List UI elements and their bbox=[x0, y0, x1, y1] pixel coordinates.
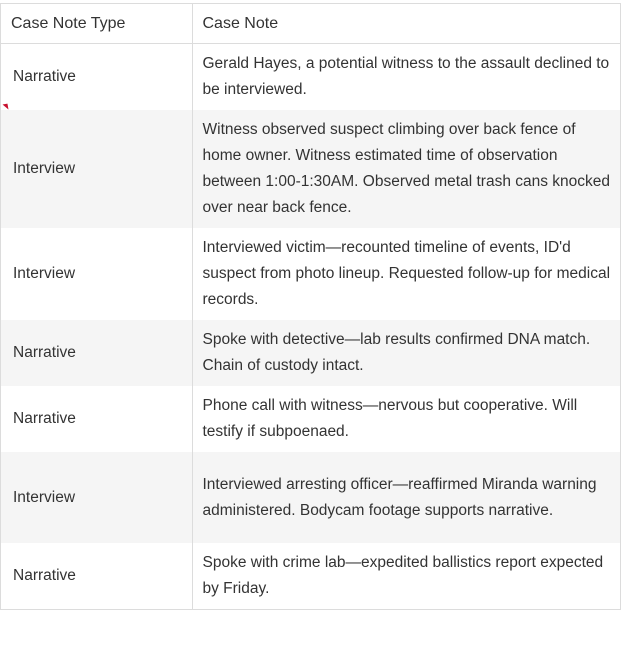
table-row[interactable] bbox=[1, 452, 620, 543]
case-note-cell: Spoke with detective—lab results confirmed DNA match. Chain of custody intact. bbox=[202, 331, 591, 374]
table-row[interactable] bbox=[1, 110, 620, 228]
case-note-type-cell: Interview bbox=[1, 110, 192, 228]
case-note-type-cell: Interview bbox=[1, 228, 192, 320]
column-header-case-note-type[interactable]: Case Note Type bbox=[1, 4, 192, 44]
case-note-cell: Interviewed arresting officer—reaffirmed Miranda warning administered. Bodycam footage supports narrative. bbox=[202, 475, 597, 519]
table-row[interactable] bbox=[1, 386, 620, 452]
table-row[interactable] bbox=[1, 543, 620, 609]
case-note-cell: Interviewed victim—recounted timeline of events, ID'd suspect from photo lineup. Requested follow-up for medical records. bbox=[202, 239, 611, 308]
case-note-cell: Phone call with witness—nervous but cooperative. Will testify if subpoenaed. bbox=[202, 397, 578, 440]
case-note-type-cell: Narrative bbox=[1, 543, 192, 609]
table-row[interactable] bbox=[1, 44, 620, 111]
case-note-type-cell: Narrative bbox=[1, 44, 192, 111]
table-row[interactable] bbox=[1, 228, 620, 320]
comment-marker-icon bbox=[3, 104, 9, 111]
case-note-type-cell: Interview bbox=[1, 452, 192, 543]
case-note-cell: Gerald Hayes, a potential witness to the assault declined to be interviewed. bbox=[202, 55, 610, 98]
case-note-type-cell: Narrative bbox=[1, 386, 192, 452]
table-header-row bbox=[1, 4, 620, 44]
case-note-cell: Witness observed suspect climbing over back fence of home owner. Witness estimated time of observation between 1:00-1:30AM. Observed metal trash cans knocked over near back fence. bbox=[202, 121, 611, 216]
case-note-cell: Spoke with crime lab—expedited ballistics report expected by Friday. bbox=[202, 554, 604, 597]
table-row[interactable] bbox=[1, 320, 620, 386]
case-note-type-cell: Narrative bbox=[1, 320, 192, 386]
column-header-case-note[interactable]: Case Note bbox=[192, 4, 620, 44]
case-notes-table bbox=[0, 3, 621, 610]
